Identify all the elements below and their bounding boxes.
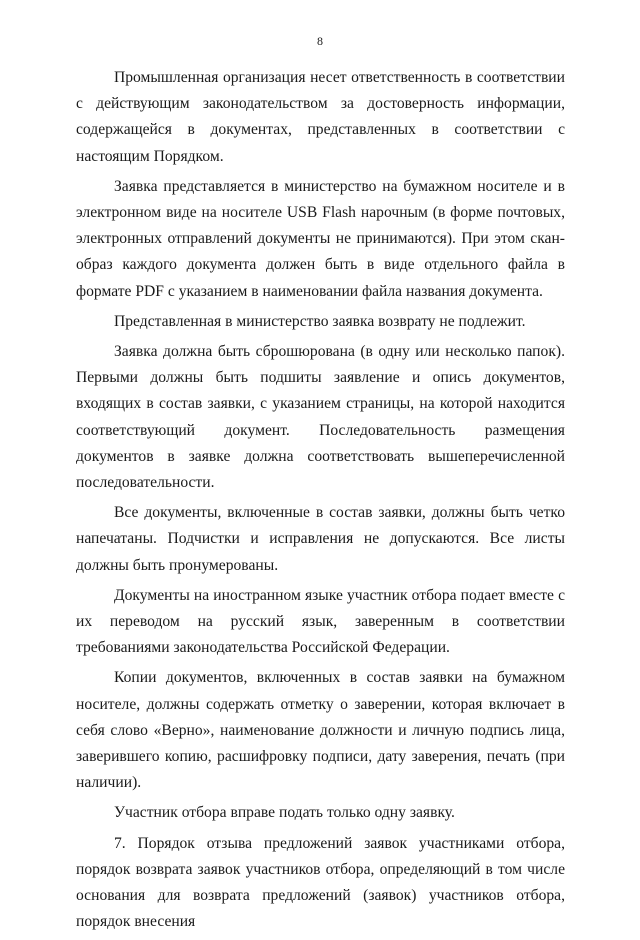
paragraph-copies-certification: Копии документов, включенных в состав заявки на бумажном носителе, должны содержать отметку о заверении, которая включает в себя слово «Верно», наименование должности и личную подпись лица, заверившего копию, расшифровку подписи, дату заверения, печать (при наличии). bbox=[76, 669, 565, 792]
paragraph-section-7: 7. Порядок отзыва предложений заявок участниками отбора, порядок возврата заявок участников отбора, определяющий в том числе основания для возврата предложений (заявок) участников отбора, порядок внесения bbox=[76, 834, 565, 931]
paragraph-responsibility: Промышленная организация несет ответственность в соответствии с действующим законодательством за достоверность информации, содержащейся в документах, представленных в соответствии с настоящим Порядком. bbox=[76, 69, 565, 165]
paragraph-foreign-language: Документы на иностранном языке участник отбора подает вместе с их переводом на русский язык, заверенным в соответствии требованиями законодательства Российской Федерации. bbox=[76, 586, 565, 657]
paragraph-submission-format: Заявка представляется в министерство на бумажном носителе и в электронном виде на носителе USB Flash нарочным (в форме почтовых, электронных отправлений документы не принимаются). При этом скан-образ каждого документа должен быть в виде отдельного файла в формате PDF с указанием в наименовании файла названия документа. bbox=[76, 177, 565, 300]
paragraph-single-application: Участник отбора вправе подать только одну заявку. bbox=[114, 804, 455, 822]
paragraph-binding: Заявка должна быть сброшюрована (в одну или несколько папок). Первыми должны быть подшиты заявление и опись документов, входящих в состав заявки, с указанием страницы, на которой находится соответствующий документ. Последовательность размещения документов в заявке должна соответствовать вышеперечисленной последовательности. bbox=[76, 343, 565, 492]
page-number: 8 bbox=[317, 34, 323, 48]
paragraph-printing: Все документы, включенные в состав заявки, должны быть четко напечатаны. Подчистки и исправления не допускаются. Все листы должны быть пронумерованы. bbox=[76, 504, 565, 574]
document-body bbox=[76, 65, 565, 940]
paragraph-no-return: Представленная в министерство заявка возврату не подлежит. bbox=[114, 312, 526, 330]
